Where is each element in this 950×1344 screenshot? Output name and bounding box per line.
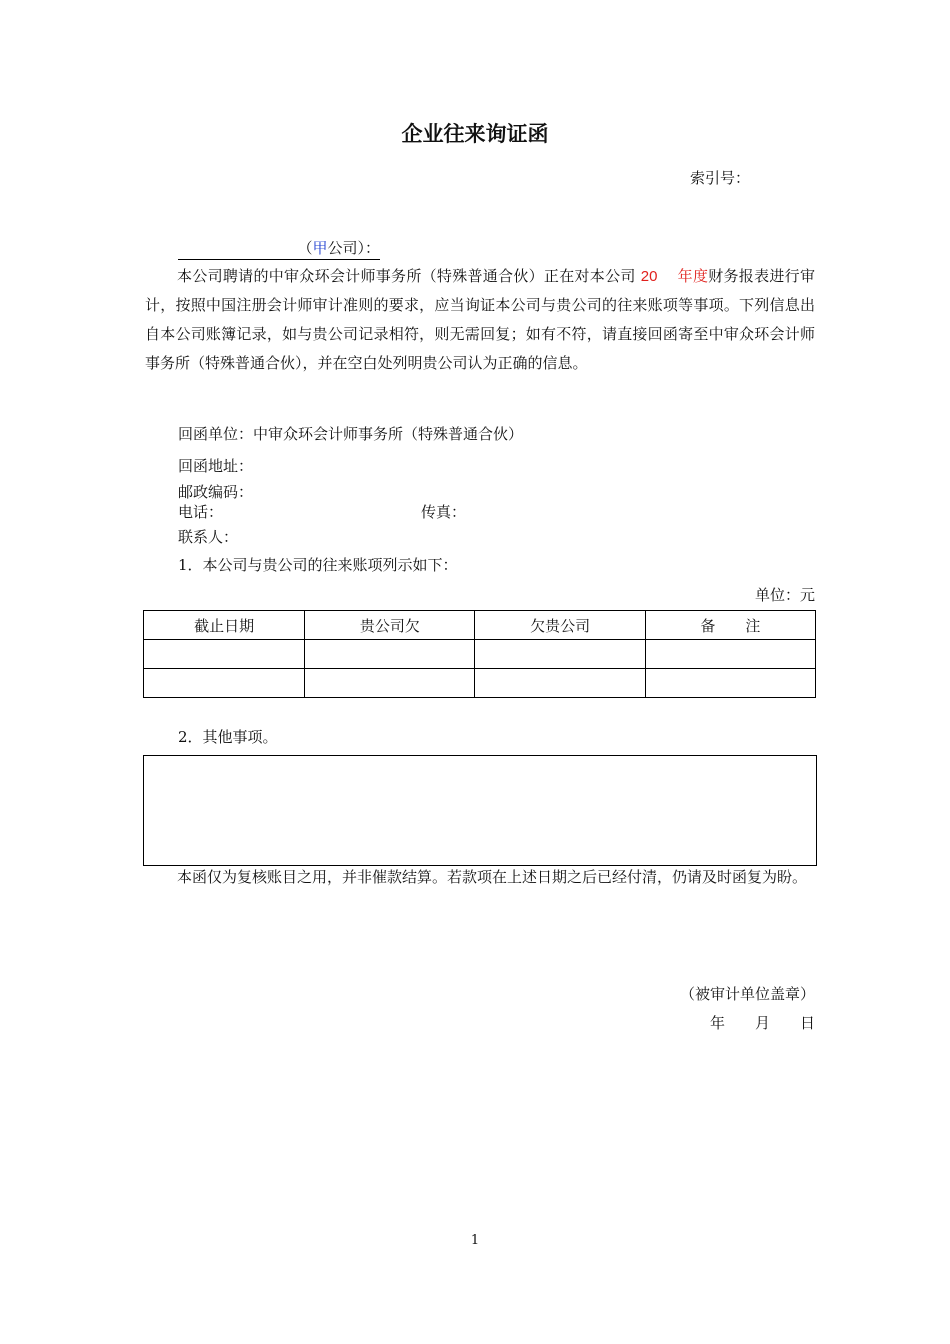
section2-heading: 2．其他事项。 — [178, 728, 278, 746]
index-number-label: 索引号： — [690, 169, 751, 187]
table-row — [144, 640, 816, 669]
table-row — [144, 669, 816, 698]
intro-part2: 财务报表进行审计，按照中国注册会计师审计准则的要求，应当询证本公司与贵公司的往来账项等事项。下列信息出自本公司账簿记录，如与贵公司记录相符，则无需回复；如有不符，请直接回函寄至中审众环会计师事务所（特殊普通合伙），并在空白处列明贵公司认为正确的信息。 — [145, 267, 815, 372]
cell-remarks[interactable] — [645, 669, 815, 698]
seal-label: （被审计单位盖章） — [679, 985, 815, 1003]
addressee-line — [178, 237, 380, 260]
cell-owed-to-you[interactable] — [475, 669, 645, 698]
date-line: 年 月 日 — [709, 1014, 815, 1032]
intro-paragraph — [145, 262, 815, 378]
header-owed-to-you: 欠贵公司 — [475, 611, 645, 640]
audit-year-prefix: 20 — [640, 268, 658, 285]
cell-cutoff-date[interactable] — [144, 640, 305, 669]
cell-owed-by-you[interactable] — [305, 640, 475, 669]
reply-unit: 回函单位：中审众环会计师事务所（特殊普通合伙） — [178, 425, 524, 443]
document-title: 企业往来询证函 — [401, 122, 549, 146]
addressee-open: （ — [297, 239, 313, 257]
page-number: 1 — [470, 1233, 480, 1248]
header-owed-by-you: 贵公司欠 — [305, 611, 475, 640]
addressee-company: 甲 — [312, 239, 328, 257]
addressee-close: 公司）： — [327, 239, 380, 257]
reply-postcode: 邮政编码： — [178, 483, 254, 501]
account-balance-table — [143, 610, 816, 698]
reply-phone: 电话： — [178, 503, 224, 521]
header-remarks: 备 注 — [645, 611, 815, 640]
audit-year-suffix: 年度 — [677, 267, 709, 285]
header-cutoff-date: 截止日期 — [144, 611, 305, 640]
cell-owed-to-you[interactable] — [475, 640, 645, 669]
cell-remarks[interactable] — [645, 640, 815, 669]
cell-owed-by-you[interactable] — [305, 669, 475, 698]
cell-cutoff-date[interactable] — [144, 669, 305, 698]
reply-fax: 传真： — [421, 503, 467, 521]
reply-contact: 联系人： — [178, 528, 239, 546]
table-header-row — [144, 611, 816, 640]
section1-heading: 1．本公司与贵公司的往来账项列示如下： — [178, 556, 458, 574]
closing-paragraph: 本函仅为复核账目之用，并非催款结算。若款项在上述日期之后已经付清，仍请及时函复为盼。 — [177, 868, 808, 886]
intro-part1: 本公司聘请的中审众环会计师事务所（特殊普通合伙）正在对本公司 — [177, 267, 636, 285]
other-matters-box[interactable] — [143, 755, 817, 866]
reply-address: 回函地址： — [178, 457, 254, 475]
unit-label: 单位：元 — [754, 586, 815, 604]
